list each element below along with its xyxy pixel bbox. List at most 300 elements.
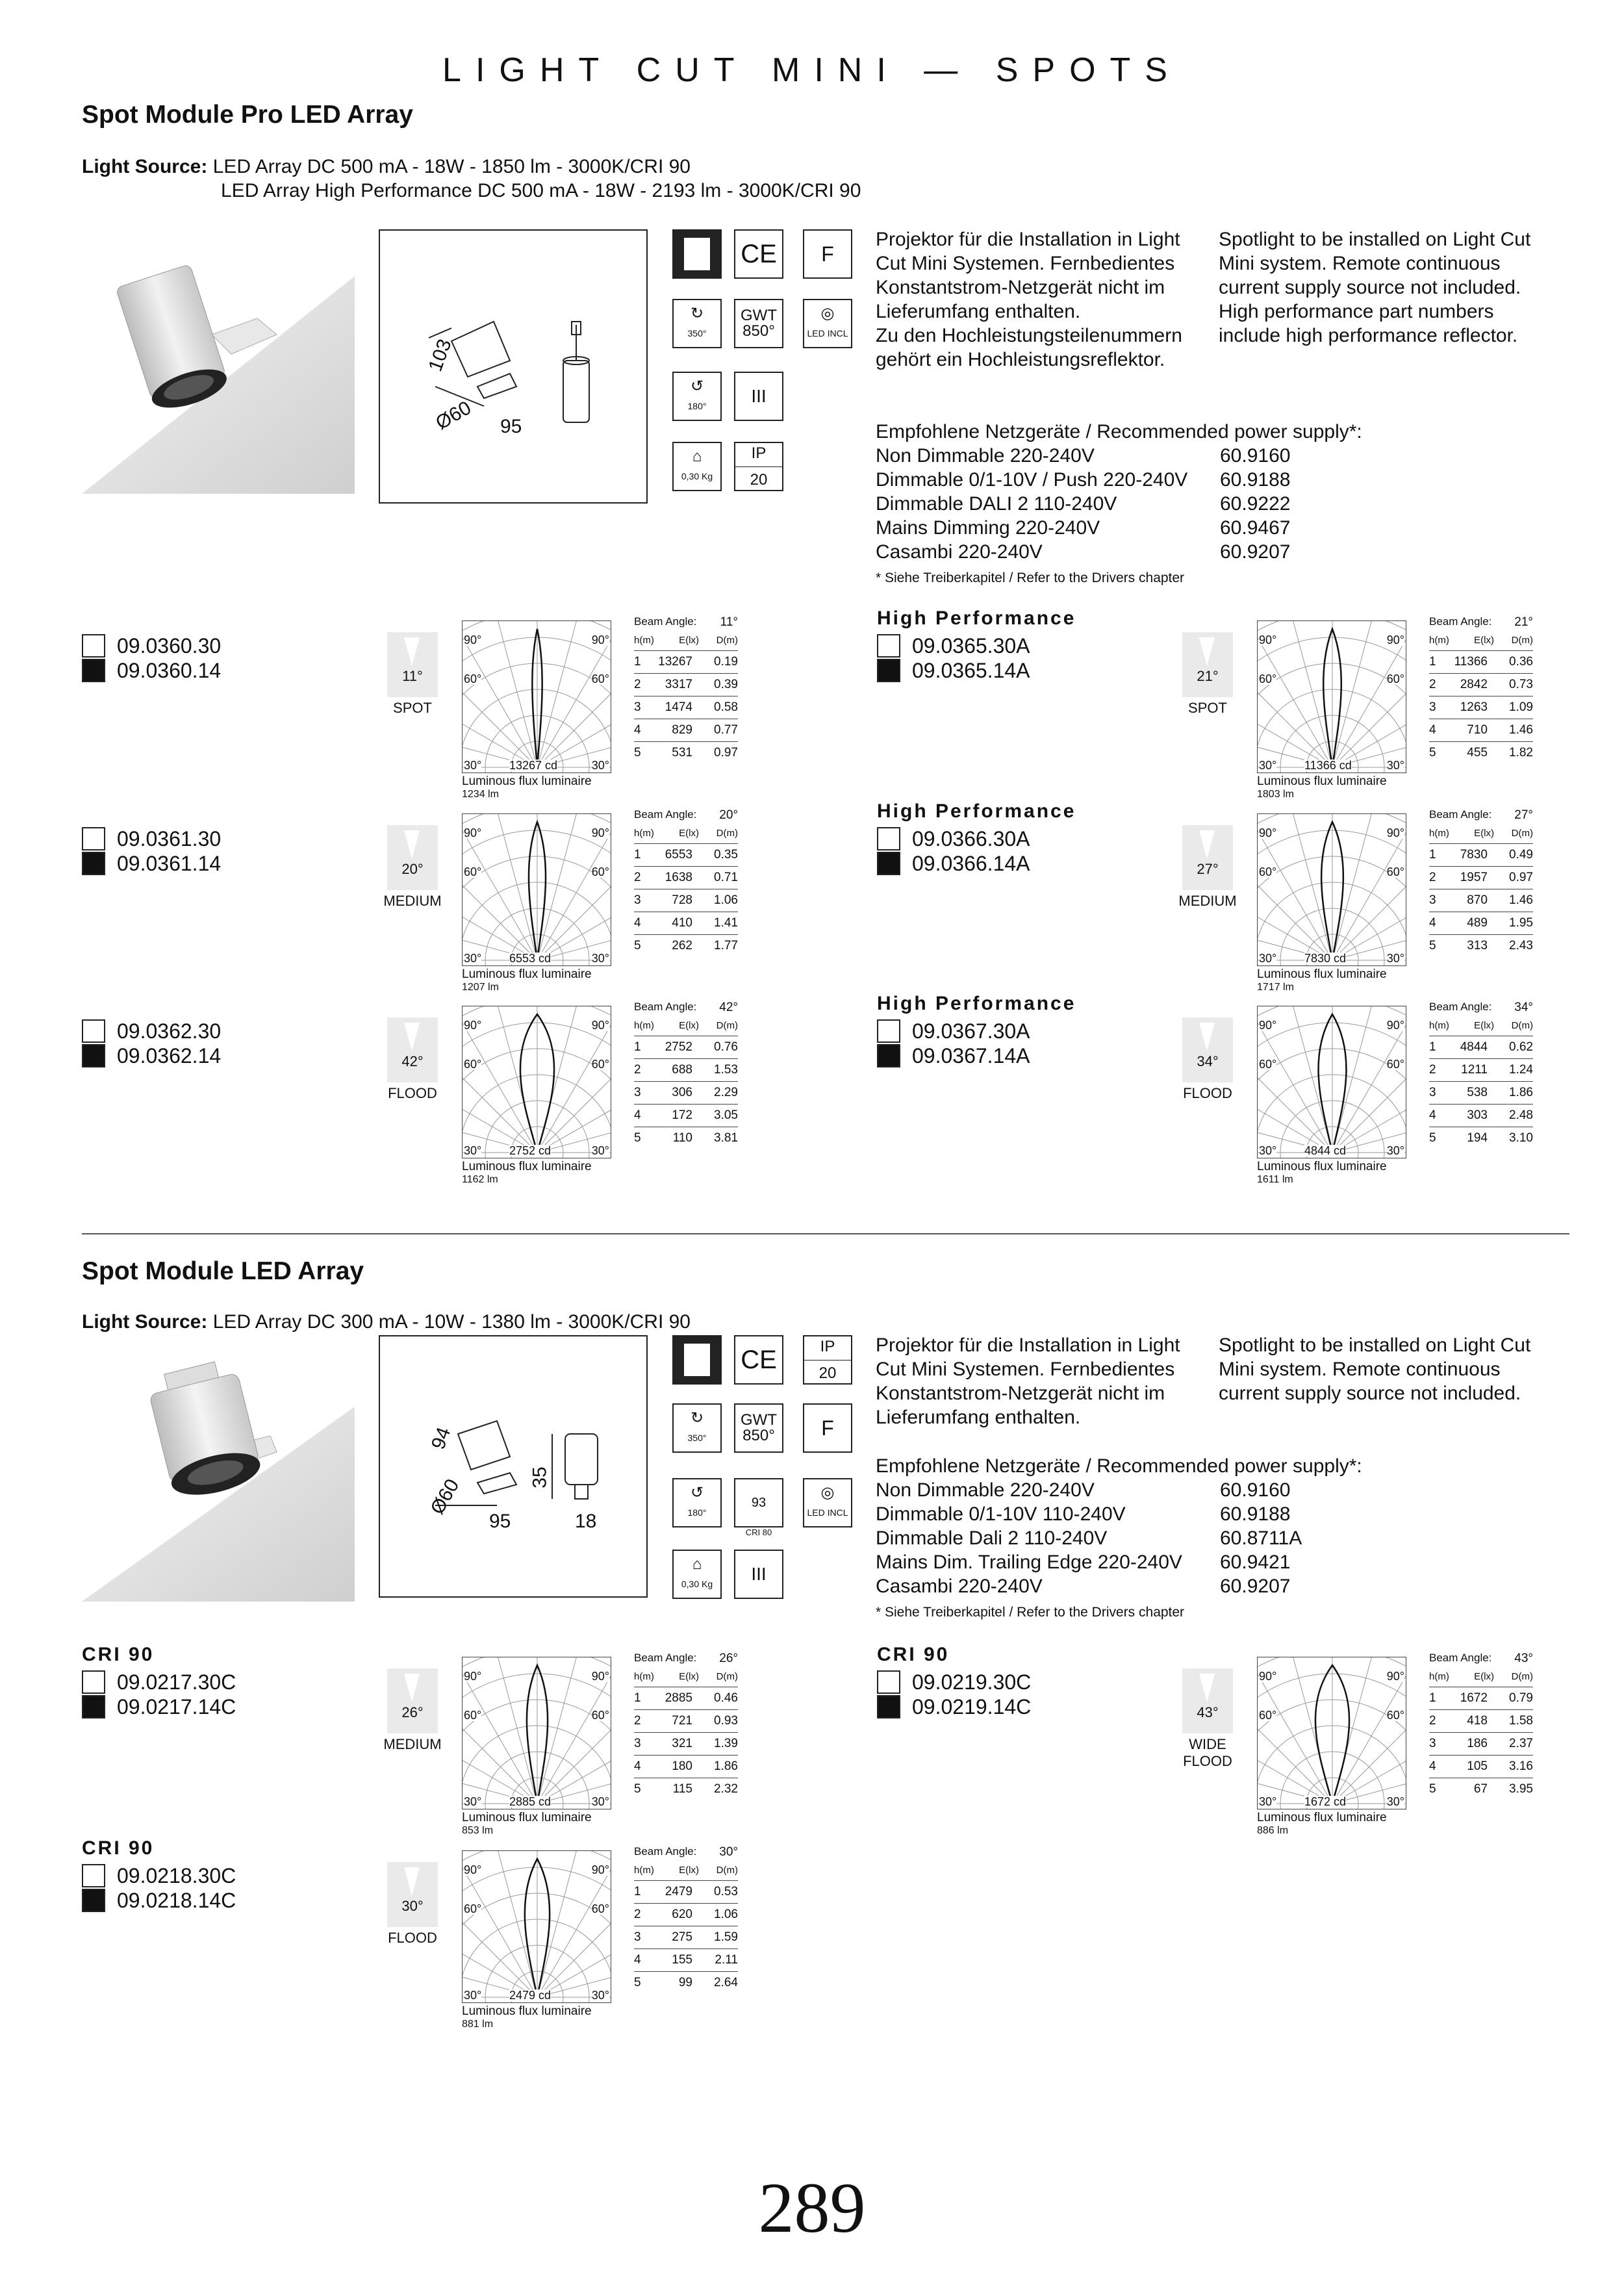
photometric-row: 5 115 2.32 — [634, 1782, 738, 1796]
luminous-flux: Luminous flux luminaire 1611 lm — [1257, 1160, 1387, 1185]
polar-diagram — [462, 1006, 611, 1158]
beam-degree: 42° — [401, 1053, 424, 1069]
angle-label: 60° — [1259, 1058, 1277, 1071]
gwt-icon: GWT 850° — [734, 1403, 783, 1453]
code-row-black — [82, 1043, 221, 1068]
photometric-row: 4 180 1.86 — [634, 1756, 738, 1778]
angle-label: 90° — [591, 1863, 609, 1876]
polar-diagram — [462, 620, 611, 773]
product-code: 09.0365.30A — [912, 634, 1030, 658]
dim-diameter: Ø60 — [432, 397, 475, 435]
beam-angle-label: Beam Angle: — [1429, 1652, 1492, 1664]
photometric-row: 2 1638 0.71 — [634, 867, 738, 889]
white-finish-swatch — [82, 1670, 105, 1694]
black-finish-swatch — [82, 659, 105, 682]
angle-label: 30° — [464, 759, 482, 772]
angle-label: 90° — [464, 633, 482, 646]
power-supply-row: Mains Dimming 220-240V 60.9467 — [876, 517, 1291, 539]
angle-label: 60° — [591, 865, 609, 878]
tilt-180-icon: ↺ 180° — [672, 372, 722, 421]
product-code: 09.0217.14C — [117, 1695, 236, 1718]
angle-label: 30° — [1259, 1144, 1277, 1157]
product-code: 09.0367.30A — [912, 1019, 1030, 1043]
dim-height: 103 — [424, 336, 456, 374]
beam-icon — [1182, 1668, 1233, 1733]
dim-height-2: 35 — [529, 1466, 551, 1488]
code-row-white — [82, 1670, 236, 1694]
beam-angle-label: Beam Angle: — [1429, 808, 1492, 821]
description-de: Projektor für die Installation in Light Cut Mini Systemen. Fernbedientes Konstantstrom-Netzgerät nicht im Lieferumfang enthalten. Zu den Hochleistungsteilenummern gehört ein Hochleistungsreflektor. — [876, 229, 1182, 370]
photometric-row: 3 538 1.86 — [1429, 1082, 1533, 1105]
polar-diagram — [1257, 620, 1406, 773]
white-finish-swatch — [877, 634, 900, 658]
footnote-2: * Siehe Treiberkapitel / Refer to the Drivers chapter — [876, 1605, 1185, 1620]
beam-icon — [1182, 825, 1233, 890]
photometric-row: 5 99 2.64 — [634, 1976, 738, 1989]
code-row-black — [877, 851, 1030, 876]
photometric-row: 4 303 2.48 — [1429, 1105, 1533, 1127]
candela-value: 2885 cd — [509, 1795, 552, 1808]
angle-label: 90° — [1386, 1670, 1404, 1683]
angle-label: 60° — [464, 865, 482, 878]
photometric-row: 3 1474 0.58 — [634, 696, 738, 719]
rotate-350-icon: ↻ 350° — [672, 1403, 722, 1453]
beam-angle-value: 34° — [1514, 1001, 1533, 1014]
beam-type: SPOT — [393, 700, 432, 716]
beam-icon — [387, 1668, 438, 1733]
polar-diagram — [462, 813, 611, 966]
polar-grid — [463, 1851, 611, 2003]
code-row-white — [82, 1019, 221, 1043]
photometric-table: Beam Angle: 43° h(m) E(lx) D(m) 1 1672 0.79 2 418 1.58 3 186 2.37 4 105 3.16 5 67 3.95 — [1429, 1652, 1533, 1800]
product-tag: CRI 90 — [82, 1644, 155, 1665]
photometric-row: 3 275 1.59 — [634, 1926, 738, 1949]
code-row-black — [82, 658, 221, 683]
power-supply-row: Casambi 220-240V 60.9207 — [876, 541, 1291, 563]
polar-grid — [463, 621, 611, 773]
angle-label: 30° — [591, 1989, 609, 2002]
code-row-black — [877, 1043, 1030, 1068]
page-number: 289 — [758, 2168, 866, 2247]
white-finish-swatch — [82, 827, 105, 850]
photometric-row: 4 172 3.05 — [634, 1105, 738, 1127]
light-source-line: LED Array DC 300 mA - 10W - 1380 lm - 3000K/CRI 90 — [212, 1311, 691, 1333]
led-incl-icon: ◎ LED INCL — [803, 299, 852, 348]
light-source — [82, 155, 691, 179]
beam-angle-value: 42° — [719, 1001, 738, 1014]
photometric-table: Beam Angle: 26° h(m) E(lx) D(m) 1 2885 0.46 2 721 0.93 3 321 1.39 4 180 1.86 5 115 2.32 — [634, 1652, 738, 1800]
led-incl-icon: ◎ LED INCL — [803, 1478, 852, 1527]
beam-degree: 26° — [401, 1704, 424, 1720]
beam-icon — [1182, 1017, 1233, 1082]
footnote: * Siehe Treiberkapitel / Refer to the Drivers chapter — [876, 570, 1185, 585]
weight-icon: ⌂ 0,30 Kg — [672, 442, 722, 491]
beam-angle-label: Beam Angle: — [634, 615, 697, 628]
white-finish-swatch — [877, 827, 900, 850]
page-title: LIGHT CUT MINI — SPOTS — [442, 51, 1182, 89]
beam-type: WIDE FLOOD — [1183, 1736, 1232, 1769]
angle-label: 90° — [464, 1670, 482, 1683]
photometric-row: 5 67 3.95 — [1429, 1782, 1533, 1796]
candela-value: 6553 cd — [509, 952, 552, 965]
class-iii-icon: III — [734, 372, 783, 421]
technical-drawing — [379, 229, 648, 504]
photometric-table: Beam Angle: 34° h(m) E(lx) D(m) 1 4844 0.62 2 1211 1.24 3 538 1.86 4 303 2.48 5 194 3.10 — [1429, 1001, 1533, 1149]
beam-degree: 27° — [1197, 861, 1219, 877]
photometric-row: 2 620 1.06 — [634, 1904, 738, 1926]
angle-label: 60° — [591, 1709, 609, 1722]
white-finish-swatch — [82, 634, 105, 658]
angle-label: 60° — [591, 672, 609, 685]
photometric-row: 1 13267 0.19 — [634, 651, 738, 674]
product-codes — [82, 1019, 221, 1068]
technical-drawing-2 — [379, 1335, 648, 1598]
code-row-black — [82, 851, 221, 876]
photometric-row: 5 262 1.77 — [634, 939, 738, 952]
photometric-row: 4 489 1.95 — [1429, 912, 1533, 935]
photometric-row: 1 11366 0.36 — [1429, 651, 1533, 674]
black-finish-swatch — [82, 1044, 105, 1067]
power-supply-row: Dimmable DALI 2 110-240V 60.9222 — [876, 493, 1291, 515]
polar-diagram — [462, 1850, 611, 2003]
product-codes — [877, 633, 1030, 683]
product-code: 09.0361.14 — [117, 852, 222, 875]
product-code: 09.0366.14A — [912, 852, 1030, 875]
angle-label: 30° — [464, 952, 482, 965]
class-iii-icon: III — [734, 1550, 783, 1599]
photometric-row: 5 313 2.43 — [1429, 939, 1533, 952]
angle-label: 60° — [1259, 672, 1277, 685]
beam-degree: 11° — [402, 668, 423, 684]
angle-label: 60° — [464, 1058, 482, 1071]
black-finish-swatch — [877, 1695, 900, 1718]
angle-label: 60° — [1386, 672, 1404, 685]
power-supply-row: Mains Dim. Trailing Edge 220-240V 60.9421 — [876, 1552, 1291, 1573]
photometric-row: 3 1263 1.09 — [1429, 696, 1533, 719]
angle-label: 30° — [464, 1989, 482, 2002]
beam-angle-value: 11° — [720, 615, 738, 629]
code-row-white — [82, 826, 221, 851]
photometric-row: 1 7830 0.49 — [1429, 844, 1533, 867]
beam-type: MEDIUM — [1178, 893, 1237, 909]
beam-type: MEDIUM — [383, 893, 442, 909]
beam-angle-value: 43° — [1514, 1652, 1533, 1665]
photometric-row: 2 721 0.93 — [634, 1710, 738, 1733]
photometric-row: 1 2752 0.76 — [634, 1036, 738, 1059]
photometric-table: Beam Angle: 20° h(m) E(lx) D(m) 1 6553 0.35 2 1638 0.71 3 728 1.06 4 410 1.41 5 262 1.77 — [634, 808, 738, 957]
beam-icon — [1182, 632, 1233, 697]
product-photo — [82, 247, 355, 494]
polar-grid — [463, 814, 611, 966]
dim-height: 94 — [427, 1424, 455, 1453]
angle-label: 30° — [1259, 759, 1277, 772]
product-code: 09.0219.30C — [912, 1670, 1032, 1694]
polar-grid — [463, 1006, 611, 1158]
photometric-row: 1 2885 0.46 — [634, 1687, 738, 1710]
white-finish-swatch — [82, 1019, 105, 1043]
photometric-row: 2 1957 0.97 — [1429, 867, 1533, 889]
angle-label: 90° — [1386, 826, 1404, 839]
angle-label: 90° — [464, 1019, 482, 1032]
product-codes — [82, 1863, 236, 1913]
product-codes — [82, 1670, 236, 1719]
rotate-350-icon: ↻ 350° — [672, 299, 722, 348]
section-title-2: Spot Module LED Array — [82, 1257, 364, 1285]
beam-icon — [387, 825, 438, 890]
photometric-row: 2 688 1.53 — [634, 1059, 738, 1082]
angle-label: 90° — [464, 826, 482, 839]
ip-rating-icon: IP 20 — [803, 1335, 852, 1385]
luminous-flux: Luminous flux luminaire 853 lm — [462, 1811, 592, 1836]
angle-label: 90° — [591, 633, 609, 646]
product-code: 09.0360.14 — [117, 659, 222, 682]
polar-diagram — [1257, 1006, 1406, 1158]
beam-angle-value: 20° — [719, 808, 738, 822]
angle-label: 60° — [1386, 1709, 1404, 1722]
candela-value: 2752 cd — [509, 1144, 552, 1157]
photometric-row: 2 2842 0.73 — [1429, 674, 1533, 696]
product-code: 09.0218.30C — [117, 1864, 236, 1887]
angle-label: 60° — [464, 672, 482, 685]
code-row-white — [877, 1670, 1031, 1694]
power-supply-list-2: Empfohlene Netzgeräte / Recommended power supply*: Non Dimmable 220-240V 60.9160 Dimmable 0/1-10V 110-240V 60.9188 Dimmable Dali 2 110-240V 60.8711A Mains Dim. Trailing Edge 220-240V 60.9421 Casambi 220-240V 60.9207 — [876, 1454, 1525, 1598]
ce-icon: CE — [734, 229, 783, 279]
code-row-white — [877, 633, 1030, 658]
luminous-flux: Luminous flux luminaire 1162 lm — [462, 1160, 592, 1185]
luminous-flux: Luminous flux luminaire 881 lm — [462, 2004, 592, 2030]
tilt-180-icon: ↺ 180° — [672, 1478, 722, 1527]
beam-degree: 21° — [1197, 668, 1219, 684]
beam-angle-value: 27° — [1514, 808, 1533, 822]
beam-angle-label: Beam Angle: — [1429, 615, 1492, 628]
power-supply-row: Non Dimmable 220-240V 60.9160 — [876, 1479, 1291, 1501]
power-supply-row: Dimmable Dali 2 110-240V 60.8711A — [876, 1527, 1302, 1549]
candela-value: 11366 cd — [1304, 759, 1352, 772]
section-divider — [82, 1233, 1569, 1234]
angle-label: 30° — [1259, 952, 1277, 965]
beam-angle-label: Beam Angle: — [634, 1652, 697, 1664]
product-code: 09.0365.14A — [912, 659, 1030, 682]
beam-angle-label: Beam Angle: — [634, 808, 697, 821]
product-tag: CRI 90 — [877, 1644, 950, 1665]
beam-angle-value: 30° — [719, 1845, 738, 1859]
product-code: 09.0361.30 — [117, 827, 222, 850]
photometric-row: 5 531 0.97 — [634, 746, 738, 760]
product-code: 09.0219.14C — [912, 1695, 1032, 1718]
angle-label: 30° — [1386, 759, 1404, 772]
angle-label: 90° — [591, 1670, 609, 1683]
beam-icon — [387, 1862, 438, 1927]
power-supply-row: Casambi 220-240V 60.9207 — [876, 1576, 1291, 1597]
angle-label: 60° — [1259, 865, 1277, 878]
black-finish-swatch — [877, 659, 900, 682]
weight-icon: ⌂ 0,30 Kg — [672, 1550, 722, 1599]
beam-type: FLOOD — [388, 1930, 437, 1946]
photometric-row: 4 710 1.46 — [1429, 719, 1533, 742]
angle-label: 30° — [591, 952, 609, 965]
angle-label: 90° — [464, 1863, 482, 1876]
angle-label: 90° — [1386, 1019, 1404, 1032]
beam-angle-label: Beam Angle: — [634, 1845, 697, 1858]
candela-value: 13267 cd — [509, 759, 558, 772]
polar-diagram — [462, 1657, 611, 1809]
angle-label: 90° — [1259, 1019, 1277, 1032]
black-finish-swatch — [877, 1044, 900, 1067]
f-mark-icon: F — [803, 229, 852, 279]
beam-angle-label: Beam Angle: — [1429, 1001, 1492, 1013]
angle-label: 90° — [1386, 633, 1404, 646]
beam-type: FLOOD — [388, 1085, 437, 1101]
dim-width: 95 — [500, 416, 522, 437]
photometric-table: Beam Angle: 21° h(m) E(lx) D(m) 1 11366 0.36 2 2842 0.73 3 1263 1.09 4 710 1.46 5 455 1.82 — [1429, 615, 1533, 764]
angle-label: 90° — [1259, 1670, 1277, 1683]
description-en: Spotlight to be installed on Light Cut Mini system. Remote continuous current supply source not included. High performance part numbers include high performance reflector. — [1219, 229, 1531, 346]
white-finish-swatch — [82, 1864, 105, 1887]
beam-icon — [387, 1017, 438, 1082]
photometric-table: Beam Angle: 27° h(m) E(lx) D(m) 1 7830 0.49 2 1957 0.97 3 870 1.46 4 489 1.95 5 313 2.43 — [1429, 808, 1533, 957]
photometric-table: Beam Angle: 11° h(m) E(lx) D(m) 1 13267 0.19 2 3317 0.39 3 1474 0.58 4 829 0.77 5 531 0.97 — [634, 615, 738, 764]
photometric-row: 2 418 1.58 — [1429, 1710, 1533, 1733]
angle-label: 30° — [1386, 1144, 1404, 1157]
angle-label: 30° — [1386, 1795, 1404, 1808]
angle-label: 90° — [1259, 633, 1277, 646]
polar-grid — [1258, 1657, 1406, 1809]
candela-value: 4844 cd — [1304, 1144, 1347, 1157]
f-mark-icon: F — [803, 1403, 852, 1453]
photometric-row: 1 1672 0.79 — [1429, 1687, 1533, 1710]
photometric-row: 4 155 2.11 — [634, 1949, 738, 1972]
light-source-2 — [82, 1310, 691, 1334]
code-row-white — [877, 1019, 1030, 1043]
photometric-row: 3 186 2.37 — [1429, 1733, 1533, 1756]
angle-label: 60° — [1386, 865, 1404, 878]
candela-value: 7830 cd — [1304, 952, 1347, 965]
white-finish-swatch — [877, 1670, 900, 1694]
code-row-white — [82, 1863, 236, 1888]
angle-label: 60° — [591, 1902, 609, 1915]
beam-type: MEDIUM — [383, 1736, 442, 1752]
angle-label: 30° — [1386, 952, 1404, 965]
angle-label: 60° — [464, 1709, 482, 1722]
power-supply-row: Dimmable 0/1-10V 110-240V 60.9188 — [876, 1503, 1291, 1525]
beam-type: SPOT — [1188, 700, 1227, 716]
photometric-row: 3 321 1.39 — [634, 1733, 738, 1756]
luminous-flux: Luminous flux luminaire 1234 lm — [462, 774, 592, 800]
photometric-row: 4 829 0.77 — [634, 719, 738, 742]
black-finish-swatch — [877, 852, 900, 875]
power-supply-row: Dimmable 0/1-10V / Push 220-240V 60.9188 — [876, 469, 1291, 491]
light-source-label: Light Source: — [82, 156, 208, 177]
beam-angle-value: 26° — [719, 1652, 738, 1665]
angle-label: 60° — [1386, 1058, 1404, 1071]
gwt-icon: GWT 850° — [734, 299, 783, 348]
product-photo-2 — [82, 1355, 355, 1602]
candela-value: 1672 cd — [1304, 1795, 1347, 1808]
product-code: 09.0218.14C — [117, 1889, 236, 1912]
product-tag: High Performance — [877, 800, 1076, 822]
photometric-row: 4 105 3.16 — [1429, 1756, 1533, 1778]
dim-width-2: 18 — [575, 1511, 597, 1532]
beam-degree: 43° — [1197, 1704, 1219, 1720]
product-code: 09.0362.14 — [117, 1044, 222, 1067]
light-source-line-2: LED Array High Performance DC 500 mA - 18W - 2193 lm - 3000K/CRI 90 — [221, 180, 861, 201]
luminous-flux: Luminous flux luminaire 1207 lm — [462, 967, 592, 993]
code-row-black — [877, 658, 1030, 683]
polar-grid — [1258, 1006, 1406, 1158]
product-codes — [82, 633, 221, 683]
black-finish-swatch — [82, 1695, 105, 1718]
description-de-2: Projektor für die Installation in Light Cut Mini Systemen. Fernbedientes Konstantstrom-Netzgerät nicht im Lieferumfang enthalten. — [876, 1335, 1180, 1428]
photometric-row: 2 3317 0.39 — [634, 674, 738, 696]
cri-icon: 93 CRI 80 — [734, 1478, 783, 1527]
angle-label: 30° — [591, 759, 609, 772]
beam-type: FLOOD — [1183, 1085, 1232, 1101]
black-finish-swatch — [82, 1889, 105, 1912]
beam-angle-label: Beam Angle: — [634, 1001, 697, 1013]
product-tag: CRI 90 — [82, 1837, 155, 1859]
photometric-row: 5 110 3.81 — [634, 1131, 738, 1145]
photometric-row: 3 728 1.06 — [634, 889, 738, 912]
beam-angle-value: 21° — [1514, 615, 1533, 629]
light-source-label: Light Source: — [82, 1311, 208, 1333]
code-row-black — [877, 1694, 1031, 1719]
photometric-row: 1 4844 0.62 — [1429, 1036, 1533, 1059]
black-finish-swatch — [82, 852, 105, 875]
luminous-flux: Luminous flux luminaire 1717 lm — [1257, 967, 1387, 993]
dim-diameter: Ø60 — [426, 1475, 464, 1518]
photometric-row: 2 1211 1.24 — [1429, 1059, 1533, 1082]
beam-icon — [387, 632, 438, 697]
photometric-table: Beam Angle: 42° h(m) E(lx) D(m) 1 2752 0.76 2 688 1.53 3 306 2.29 4 172 3.05 5 110 3.81 — [634, 1001, 738, 1149]
luminous-flux: Luminous flux luminaire 1803 lm — [1257, 774, 1387, 800]
product-tag: High Performance — [877, 607, 1076, 629]
angle-label: 90° — [591, 826, 609, 839]
polar-diagram — [1257, 1657, 1406, 1809]
angle-label: 30° — [591, 1144, 609, 1157]
track-icon — [672, 1335, 722, 1385]
photometric-row: 4 410 1.41 — [634, 912, 738, 935]
beam-degree: 30° — [401, 1898, 424, 1914]
code-row-black — [82, 1694, 236, 1719]
power-supply-row: Non Dimmable 220-240V 60.9160 — [876, 445, 1291, 466]
polar-diagram — [1257, 813, 1406, 966]
polar-grid — [1258, 621, 1406, 773]
beam-degree: 34° — [1197, 1053, 1219, 1069]
photometric-row: 1 2479 0.53 — [634, 1881, 738, 1904]
photometric-row: 5 194 3.10 — [1429, 1131, 1533, 1145]
photometric-row: 3 306 2.29 — [634, 1082, 738, 1105]
product-code: 09.0366.30A — [912, 827, 1030, 850]
angle-label: 60° — [1259, 1709, 1277, 1722]
white-finish-swatch — [877, 1019, 900, 1043]
photometric-table: Beam Angle: 30° h(m) E(lx) D(m) 1 2479 0.53 2 620 1.06 3 275 1.59 4 155 2.11 5 99 2.64 — [634, 1845, 738, 1994]
beam-degree: 20° — [401, 861, 424, 877]
angle-label: 30° — [464, 1144, 482, 1157]
code-row-white — [82, 633, 221, 658]
product-codes — [877, 1670, 1031, 1719]
polar-grid — [463, 1657, 611, 1809]
angle-label: 60° — [591, 1058, 609, 1071]
section-title: Spot Module Pro LED Array — [82, 101, 413, 129]
photometric-row: 3 870 1.46 — [1429, 889, 1533, 912]
dim-width: 95 — [489, 1511, 511, 1532]
track-icon — [672, 229, 722, 279]
description-en-2: Spotlight to be installed on Light Cut Mini system. Remote continuous current supply source not included. — [1219, 1335, 1531, 1404]
product-codes — [877, 1019, 1030, 1068]
product-codes — [877, 826, 1030, 876]
code-row-black — [82, 1888, 236, 1913]
product-code: 09.0367.14A — [912, 1044, 1030, 1067]
